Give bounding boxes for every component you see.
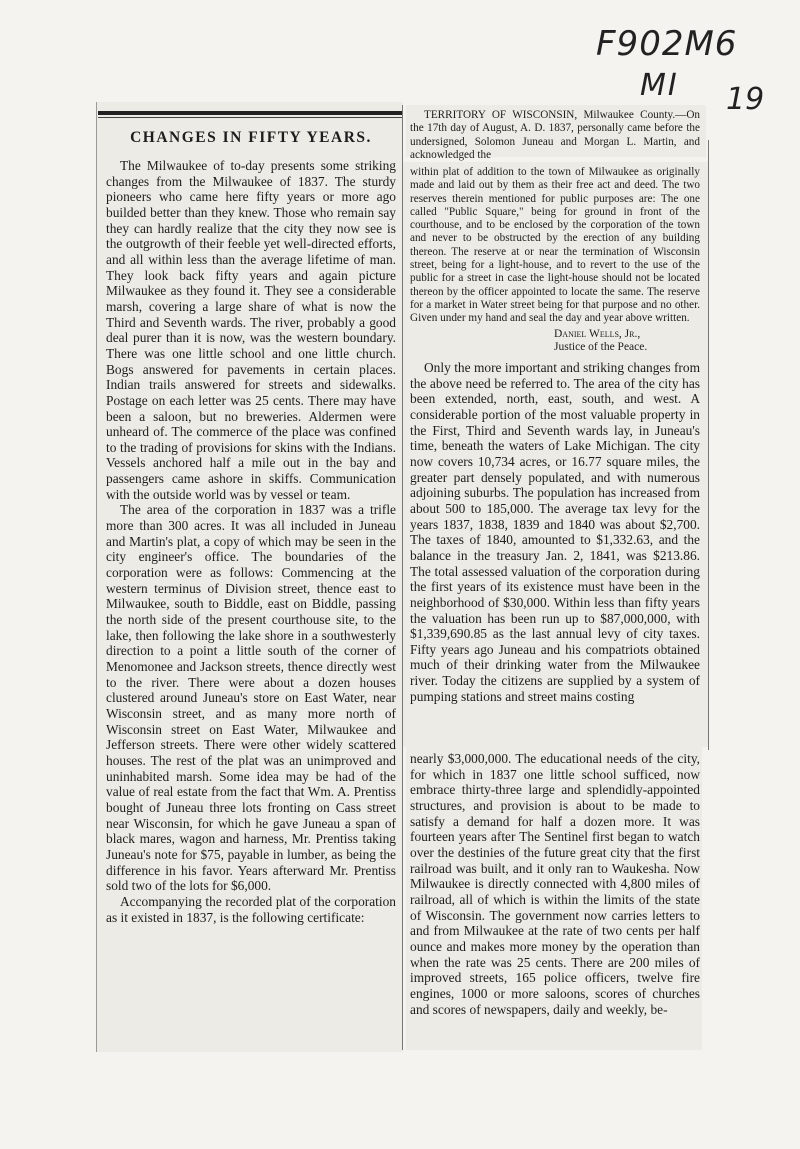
top-rule-thin (98, 117, 402, 118)
signature-name: Daniel Wells, Jr., (554, 328, 641, 340)
certificate-body (410, 166, 700, 326)
right-bottom-text: nearly $3,000,000. The educational needs of the city, for which in 1837 one little school sufficed, now embrace thirty-three large and splendidly-appointed structures, and provision is about to be made to satisfy a demand for half a dozen more. It was fourteen years after The Sentinel first began to watch over the destinies of the future great city that the first railroad was built, and it only ran to Waukesha. Now Milwaukee is directly connected with 4,800 miles of railroad, all of which is within the limits of the state of Wisconsin. The government now carries letters to and from Milwaukee at the rate of two cents per half ounce and makes more money by the operation than when the rate was 25 cents. There are 200 miles of improved streets, 165 police officers, twelve fire engines, 1000 or more saloons, scores of churches and scores of newspapers, daily and weekly, be- (410, 751, 700, 1017)
left-paragraph-1: The Milwaukee of to-day presents some striking changes from the Milwaukee of 1837. The sturdy pioneers who came here fifty years or more ago builded better than they knew. Those who remain say they can hardly realize that the city they now see is the outgrowth of their feeble yet well-directed efforts, and all within less than the average lifetime of man. They look back fifty years and again picture Milwaukee as they found it. They see a considerable marsh, covering a large share of what is now the Third and Seventh wards. The river, probably a good deal purer than it is now, was the western boundary. There was one little school and one little church. Bogs answered for pavements in certain places. Indian trails answered for streets and sidewalks. Postage on each letter was 25 cents. There may have been a saloon, but no breweries. Aldermen were unheard of. The commerce of the place was confined to the trading of provisions for skins with the Indians. Vessels anchored half a mile out in the bay and passengers came ashore in skiffs. Communication with the outside world was by vessel or team. (106, 158, 396, 502)
top-rule (98, 111, 402, 115)
left-paragraph-3: Accompanying the recorded plat of the corporation as it existed in 1837, is the following certificate: (106, 893, 396, 925)
right-column-body (410, 360, 700, 704)
certificate-mid-text: within plat of addition to the town of Milwaukee as originally made and laid out by them as their free act and deed. The two reserves therein mentioned for public purposes are: The one called "Public Square," being for ground in front of the courthouse, and to be enclosed by the corporation of the town and never to be obstructed by the erection of any building thereon. The reserve at or near the termination of Wisconsin street, being for a light-house, and to revert to the use of the public for a street in case the light-house should not be located thereon by the officer appointed to locate the same. The reserve for a market in Water street being for that purpose and no other. Given under my hand and seal the day and year above written. (410, 166, 700, 325)
column-divider (402, 105, 403, 1050)
article-headline: CHANGES IN FIFTY YEARS. (130, 129, 372, 146)
right-clip-edge (708, 140, 709, 750)
initials-annotation: MI (640, 68, 679, 103)
left-paragraph-2: The area of the corporation in 1837 was a trifle more than 300 acres. It was all included in Juneau and Martin's plat, a copy of which may be seen in the city engineer's office. The boundaries of the corporation were as follows: Commencing at the western terminus of Division street, thence east to Milwaukee, south to Biddle, east on Biddle, passing the north side of the present courthouse site, to the lake, then following the lake shore in a southwesterly direction to a point a little south of the corner of Menomonee and Jackson streets, thence directly west to the river. There were about a dozen houses clustered around Juneau's store on East Water, near Wisconsin street, and as many more north of Wisconsin street on East Water, Milwaukee and Jefferson streets. There were other widely scattered houses. The rest of the plat was an unimproved and uninhabited marsh. Some idea may be had of the value of real estate from the fact that Wm. A. Prentiss bought of Juneau three lots fronting on Cass street near Wisconsin, for which he gave Juneau a span of black mares, wagon and harness, Mr. Prentiss taking Juneau's note for $75, payable in lumber, as being the difference in his favor. Years afterward Mr. Prentiss sold two of the lots for $6,000. (106, 502, 396, 894)
right-paragraph-1: Only the more important and striking changes from the above need be referred to. The area of the city has been extended, north, east, south, and west. A considerable portion of the most valuable property in the First, Third and Seventh wards lay, in Juneau's time, beneath the waters of Lake Michigan. The city now covers 10,734 acres, or 16.77 square miles, the greater part densely populated, and with numerous adjoining suburbs. The population has increased from about 500 to 185,000. The average tax levy for the years 1837, 1838, 1839 and 1840 was about $2,700. The taxes of 1840, amounted to $1,332.63, and the balance in the treasury Jan. 2, 1841, was $213.86. The total assessed valuation of the corporation during the first years of its existence must have been in the neighborhood of $30,000. Within less than fifty years the valuation has been run up to $87,000,000, with $1,339,690.85 as the last annual levy of city taxes. Fifty years ago Juneau and his compatriots obtained much of their drinking water from the Milwaukee river. Today the citizens are supplied by a system of pumping stations and street mains costing (410, 360, 700, 704)
right-column-continuation (410, 751, 700, 1017)
certificate-signature (520, 328, 705, 354)
page-number-annotation: 19 (726, 82, 765, 117)
certificate-opening (410, 109, 700, 162)
certificate-top-text: TERRITORY OF WISCONSIN, Milwaukee County.—On the 17th day of August, A. D. 1837, personally came before the undersigned, Solomon Juneau and Morgan L. Martin, and acknowledged the (410, 109, 700, 161)
left-column (106, 158, 396, 925)
signature-title: Justice of the Peace. (554, 341, 648, 353)
catalog-code-annotation: F902M6 (596, 24, 738, 64)
